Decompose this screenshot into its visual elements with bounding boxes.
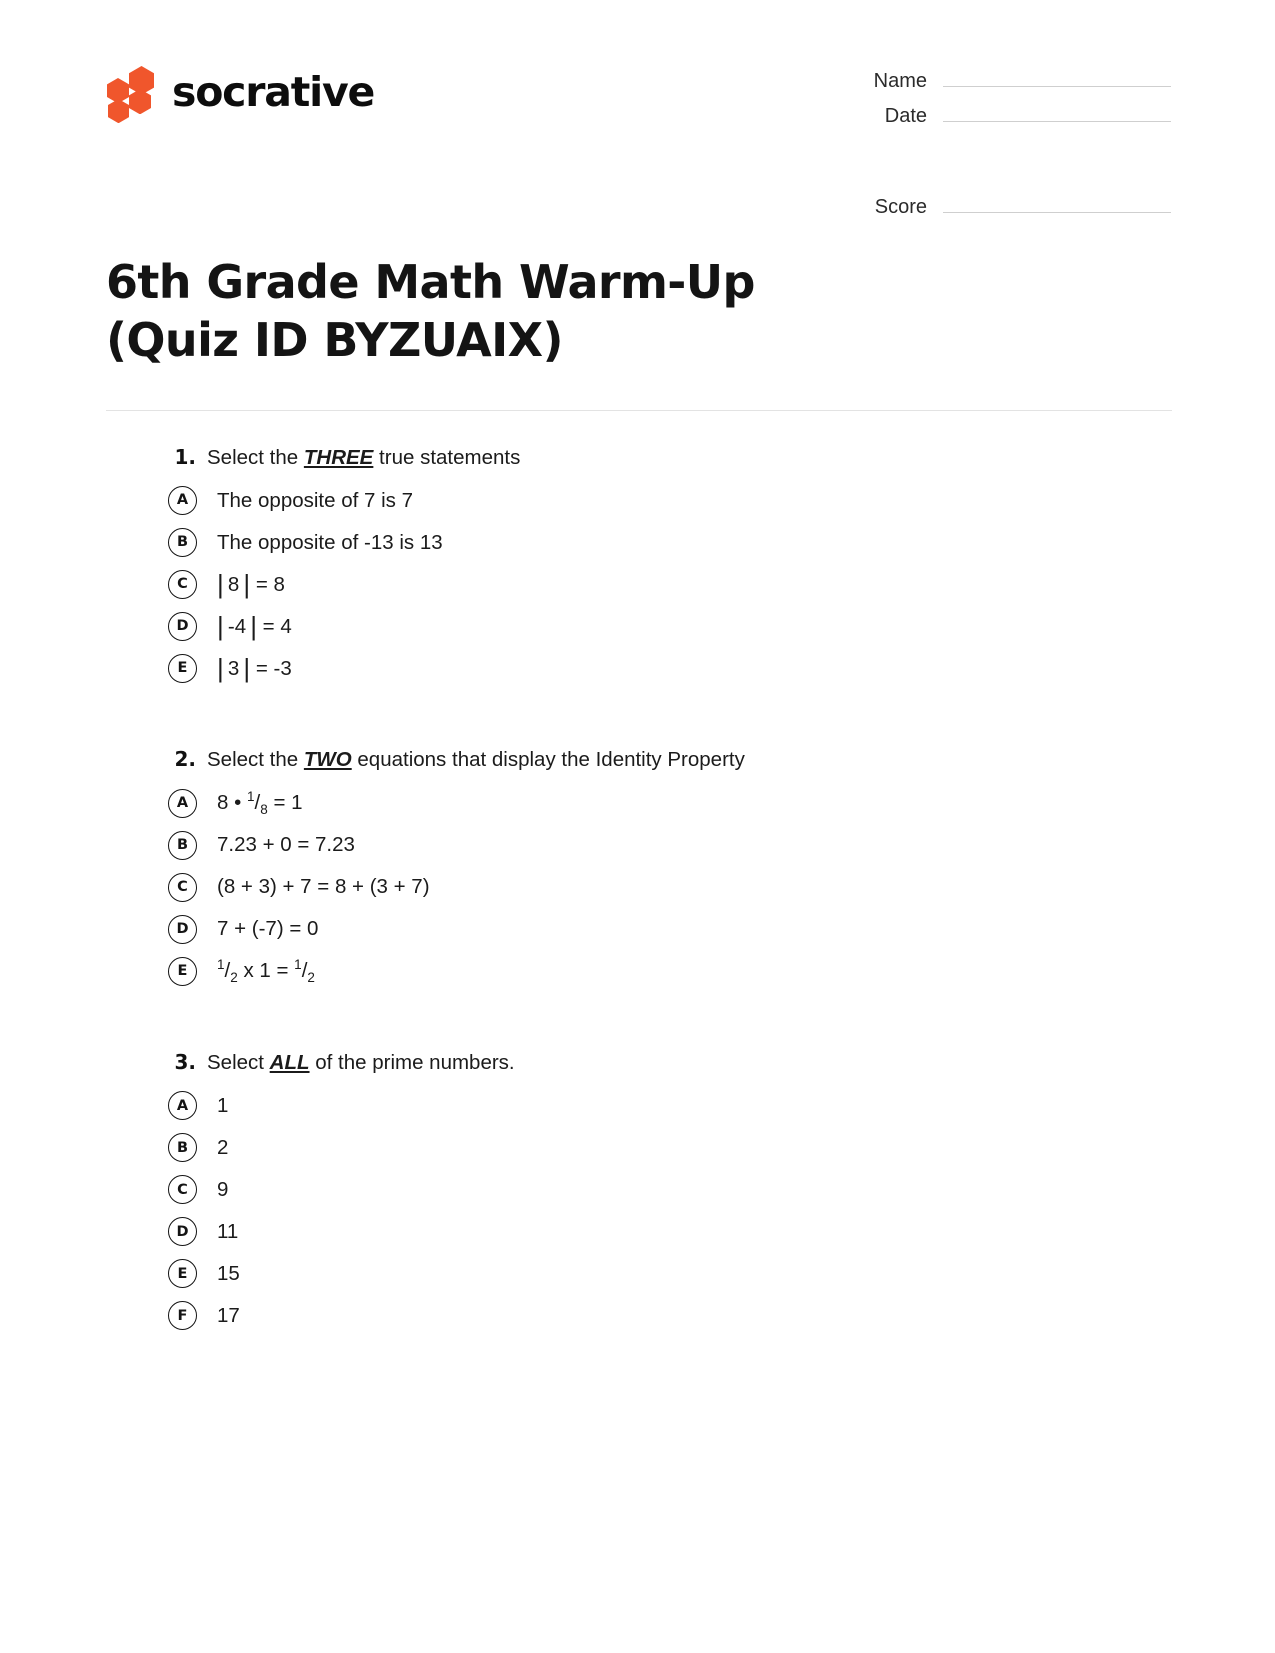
absolute-value-operand: 3 xyxy=(223,656,244,680)
title-block xyxy=(106,253,846,370)
question-prompt xyxy=(207,747,745,774)
option-label: | 8 | = 8 xyxy=(217,568,285,599)
option-bubble-a[interactable]: A xyxy=(168,1091,197,1120)
equation-middle: x 1 = xyxy=(237,959,295,983)
option-label: | 3 | = -3 xyxy=(217,652,292,683)
option-label: (8 + 3) + 7 = 8 + (3 + 7) xyxy=(217,875,430,899)
socrative-logo xyxy=(106,56,374,118)
answer-option[interactable] xyxy=(158,569,1171,599)
score-label: Score xyxy=(874,196,927,218)
question-prompt xyxy=(207,445,520,472)
option-label: 7.23 + 0 = 7.23 xyxy=(217,833,355,857)
prompt-text-before: Select xyxy=(207,1051,270,1075)
answer-option[interactable] xyxy=(158,1175,1171,1205)
prompt-text-after: of the prime numbers. xyxy=(309,1051,515,1075)
student-info-fields xyxy=(851,56,1171,231)
prompt-emphasis: ALL xyxy=(269,1051,310,1075)
answer-option[interactable] xyxy=(158,653,1171,683)
question-number: 1. xyxy=(174,444,196,469)
question-block xyxy=(158,445,1171,684)
option-label: 7 + (-7) = 0 xyxy=(217,917,319,941)
option-bubble-b[interactable]: B xyxy=(168,528,197,557)
option-bubble-f[interactable]: F xyxy=(168,1301,197,1330)
answer-option[interactable] xyxy=(158,1301,1171,1331)
date-input-line[interactable] xyxy=(943,106,1171,122)
option-bubble-c[interactable]: C xyxy=(168,570,197,599)
socrative-hexagon-icon xyxy=(106,66,156,118)
option-bubble-b[interactable]: B xyxy=(168,1133,197,1162)
question-number: 3. xyxy=(174,1050,196,1075)
option-bubble-b[interactable]: B xyxy=(168,831,197,860)
option-bubble-a[interactable]: A xyxy=(168,486,197,515)
prompt-text-after: equations that display the Identity Property xyxy=(351,748,745,772)
question-block xyxy=(158,747,1171,986)
answer-option[interactable] xyxy=(158,611,1171,641)
question-prompt xyxy=(207,1050,515,1077)
fraction: $^1/_2$ xyxy=(217,957,238,986)
answer-option[interactable] xyxy=(158,1217,1171,1247)
score-field-row xyxy=(851,196,1171,219)
answer-option[interactable] xyxy=(158,1133,1171,1163)
option-label: 15 xyxy=(217,1261,240,1285)
hexagon-shape xyxy=(108,99,129,123)
answer-option[interactable] xyxy=(158,485,1171,515)
question-header xyxy=(158,1050,1171,1077)
option-label: 1 xyxy=(217,1093,229,1117)
question-header xyxy=(158,747,1171,774)
equation-lead: 8 • xyxy=(217,791,247,815)
absolute-value-operand: -4 xyxy=(223,614,251,638)
question-block xyxy=(158,1050,1171,1331)
option-bubble-d[interactable]: D xyxy=(168,1217,197,1246)
prompt-text-before: Select the xyxy=(207,748,304,772)
prompt-text-before: Select the xyxy=(207,445,304,469)
name-field-row xyxy=(851,70,1171,93)
option-label: 2 xyxy=(217,1135,229,1159)
option-label xyxy=(217,790,303,816)
hexagon-shape xyxy=(129,89,151,114)
option-bubble-a[interactable]: A xyxy=(168,789,197,818)
absolute-value-operand: 8 xyxy=(223,572,244,596)
option-label: 11 xyxy=(217,1219,239,1243)
date-field-row xyxy=(851,105,1171,128)
questions-list xyxy=(106,445,1171,1331)
equation-result: = -3 xyxy=(250,656,292,680)
option-bubble-e[interactable]: E xyxy=(168,654,197,683)
prompt-text-after: true statements xyxy=(373,445,521,469)
option-bubble-c[interactable]: C xyxy=(168,1175,197,1204)
question-number: 2. xyxy=(174,747,196,772)
answer-option[interactable] xyxy=(158,788,1171,818)
option-bubble-e[interactable]: E xyxy=(168,1259,197,1288)
answer-option[interactable] xyxy=(158,527,1171,557)
answer-option[interactable] xyxy=(158,1091,1171,1121)
option-bubble-d[interactable]: D xyxy=(168,915,197,944)
fraction: $^1/_8$ xyxy=(246,789,268,818)
equation-result: = 4 xyxy=(256,614,292,638)
option-label xyxy=(217,958,315,984)
header-divider xyxy=(106,410,1172,411)
option-label: The opposite of 7 is 7 xyxy=(217,488,414,512)
page-title: 6th Grade Math Warm-Up (Quiz ID BYZUAIX) xyxy=(106,255,755,368)
option-label: 9 xyxy=(217,1177,229,1201)
answer-option[interactable] xyxy=(158,872,1171,902)
equation-tail: = 1 xyxy=(267,791,303,815)
equation-result: = 8 xyxy=(250,572,285,596)
prompt-emphasis: THREE xyxy=(303,445,374,469)
page-header xyxy=(106,56,1171,231)
answer-option[interactable] xyxy=(158,956,1171,986)
fraction: $^1/_2$ xyxy=(294,957,315,986)
score-input-line[interactable] xyxy=(943,197,1171,213)
name-input-line[interactable] xyxy=(943,71,1171,87)
option-label: | -4 | = 4 xyxy=(217,610,292,641)
option-label: 17 xyxy=(217,1303,240,1327)
date-label: Date xyxy=(884,105,927,127)
name-label: Name xyxy=(873,70,927,92)
answer-option[interactable] xyxy=(158,830,1171,860)
answer-option[interactable] xyxy=(158,914,1171,944)
option-bubble-d[interactable]: D xyxy=(168,612,197,641)
answer-option[interactable] xyxy=(158,1259,1171,1289)
option-bubble-c[interactable]: C xyxy=(168,873,197,902)
brand-wordmark: socrative xyxy=(172,67,375,116)
option-bubble-e[interactable]: E xyxy=(168,957,197,986)
question-header xyxy=(158,445,1171,472)
prompt-emphasis: TWO xyxy=(303,748,352,772)
option-label: The opposite of -13 is 13 xyxy=(217,530,443,554)
